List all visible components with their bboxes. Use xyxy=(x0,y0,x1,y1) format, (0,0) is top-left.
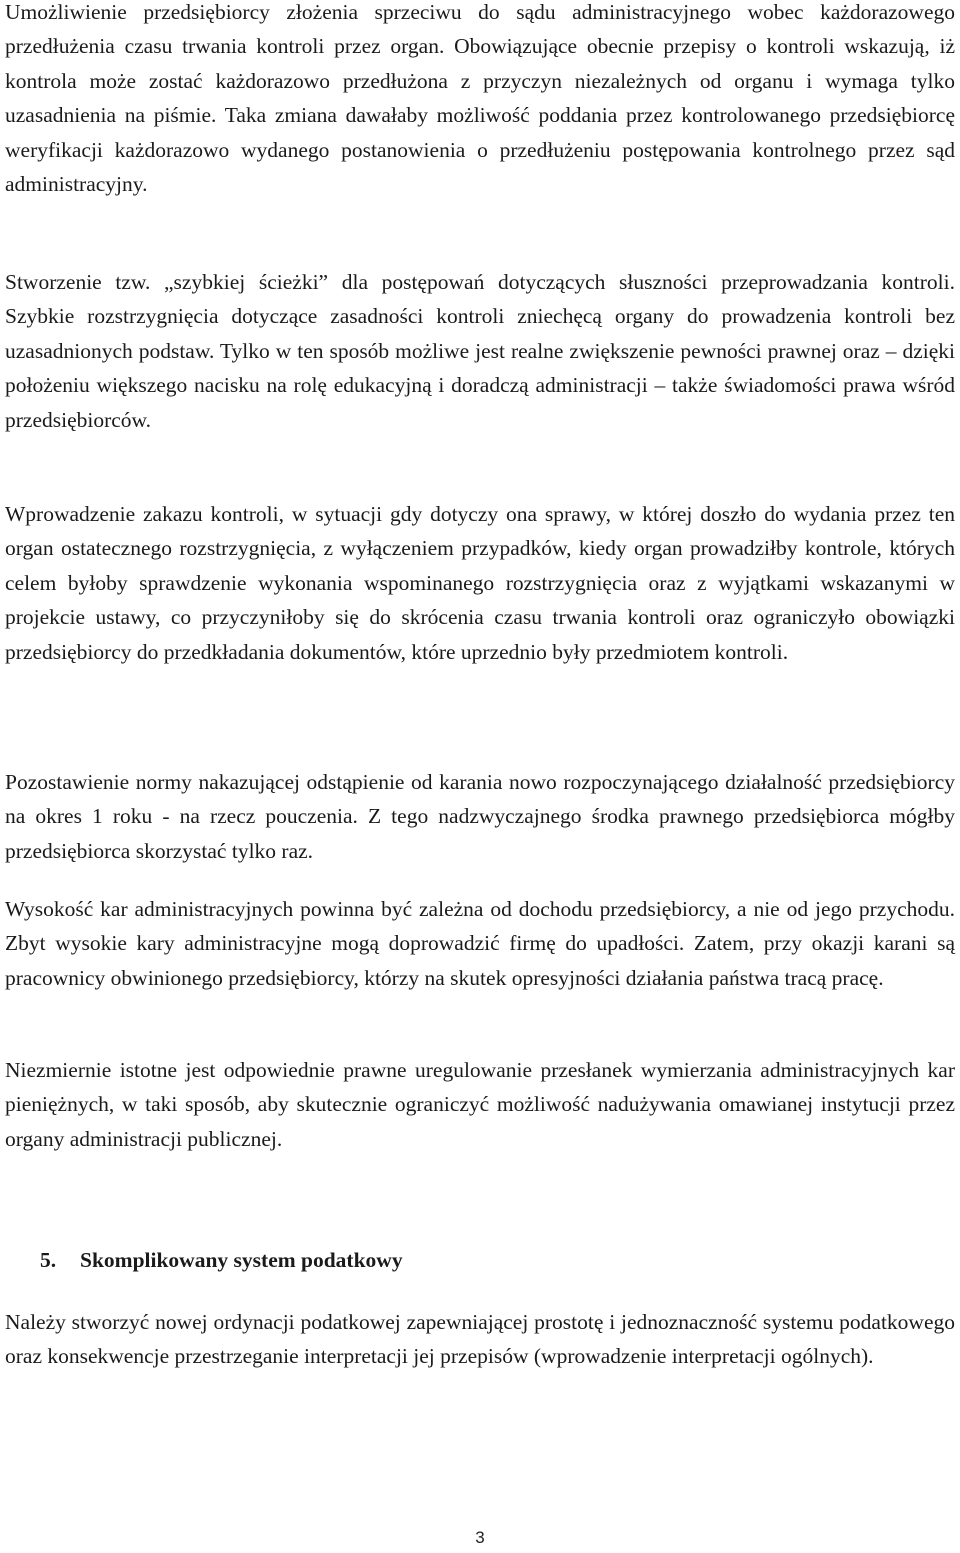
paragraph-penalty-regulation: Niezmiernie istotne jest odpowiednie prawne uregulowanie przesłanek wymierzania administracyjnych kar pieniężnych, w taki sposób, aby skutecznie ograniczyć możliwość nadużywania omawianej instytucji przez organy administracji publicznej. xyxy=(5,1058,955,1151)
paragraph-tax-ordinance: Należy stworzyć nowej ordynacji podatkowej zapewniającej prostotę i jednoznaczność systemu podatkowego oraz konsekwencje przestrzeganie interpretacji jej przepisów (wprowadzenie interpretacji ogólnych). xyxy=(5,1310,955,1369)
section-title: Skomplikowany system podatkowy xyxy=(80,1248,403,1272)
paragraph-penalty-amount: Wysokość kar administracyjnych powinna być zależna od dochodu przedsiębiorcy, a nie od jego przychodu. Zbyt wysokie kary administracyjne mogą doprowadzić firmę do upadłości. Zatem, przy okazji karani są pracownicy obwinionego przedsiębiorcy, którzy na skutek opresyjności działania państwa tracą pracę. xyxy=(5,897,955,990)
paragraph-court-objection: Umożliwienie przedsiębiorcy złożenia sprzeciwu do sądu administracyjnego wobec każdorazowego przedłużenia czasu trwania kontroli przez organ. Obowiązujące obecnie przepisy o kontroli wskazują, iż kontrola może zostać każdorazowo przedłużona z przyczyn niezależnych od organu i wymaga tylko uzasadnienia na piśmie. Taka zmiana dawałaby możliwość poddania przez kontrolowanego przedsiębiorcę weryfikacji każdorazowo wydanego postanowienia o przedłużeniu postępowania kontrolnego przez sąd administracyjny. xyxy=(5,0,955,197)
page-number: 3 xyxy=(475,1528,485,1547)
section-number: 5. xyxy=(40,1248,57,1272)
paragraph-control-ban: Wprowadzenie zakazu kontroli, w sytuacji gdy dotyczy ona sprawy, w której doszło do wydania przez ten organ ostatecznego rozstrzygnięcia, z wyłączeniem przypadków, kiedy organ prowadziłby kontrole, których celem byłoby sprawdzenie wykonania wspominanego rozstrzygnięcia oraz z wyjątkami wskazanymi w projekcie ustawy, co przyczyniłoby się do skrócenia czasu trwania kontroli oraz ograniczyło obowiązki przedsiębiorcy do przedkładania dokumentów, które uprzednio były przedmiotem kontroli. xyxy=(5,502,955,664)
paragraph-fast-track: Stworzenie tzw. „szybkiej ścieżki” dla postępowań dotyczących słuszności przeprowadzania kontroli. Szybkie rozstrzygnięcia dotyczące zasadności kontroli zniechęcą organy do prowadzenia kontroli bez uzasadnionych podstaw. Tylko w ten sposób możliwe jest realne zwiększenie pewności prawnej oraz – dzięki położeniu większego nacisku na rolę edukacyjną i doradczą administracji – także świadomości prawa wśród przedsiębiorców. xyxy=(5,270,955,432)
paragraph-penalty-exemption: Pozostawienie normy nakazującej odstąpienie od karania nowo rozpoczynającego działalność przedsiębiorcy na okres 1 roku - na rzecz pouczenia. Z tego nadzwyczajnego środka prawnego przedsiębiorca mógłby przedsiębiorca skorzystać tylko raz. xyxy=(5,770,955,863)
section-heading xyxy=(40,1243,403,1277)
